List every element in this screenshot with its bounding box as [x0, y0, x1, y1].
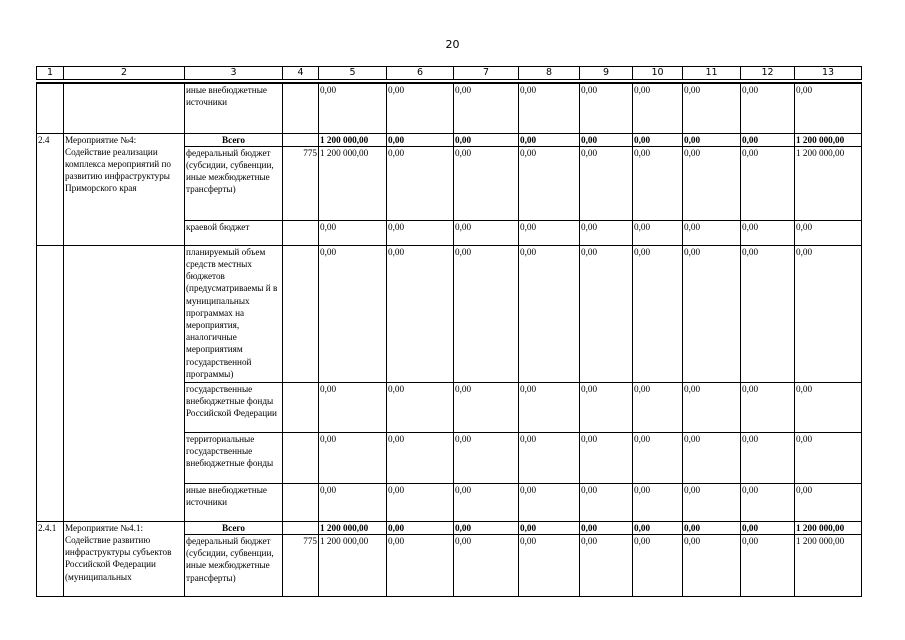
value-cell: 0,00 [580, 483, 633, 521]
column-number: 4 [283, 67, 319, 80]
value-cell: 0,00 [795, 483, 862, 521]
column-number: 3 [185, 67, 283, 80]
funding-table [36, 82, 862, 597]
value-cell: 0,00 [795, 83, 862, 133]
value-cell: 0,00 [633, 521, 683, 534]
source-cell: федеральный бюджет (субсидии, субвенции, иные межбюджетные трансферты) [185, 146, 283, 220]
source-cell: краевой бюджет [185, 220, 283, 245]
page-number: 20 [445, 38, 460, 51]
source-cell: иные внебюджетные источники [185, 83, 283, 133]
value-cell: 0,00 [519, 483, 580, 521]
value-cell: 0,00 [519, 432, 580, 483]
row-number-cell [37, 245, 64, 521]
value-cell: 0,00 [519, 382, 580, 432]
value-cell: 0,00 [454, 432, 519, 483]
code-cell [283, 521, 319, 534]
total-value-cell: 1 200 000,00 [319, 133, 387, 146]
value-cell: 0,00 [580, 521, 633, 534]
value-cell: 0,00 [633, 245, 683, 382]
value-cell: 0,00 [319, 245, 387, 382]
code-cell [283, 245, 319, 382]
total-value-cell: 1 200 000,00 [319, 521, 387, 534]
value-cell: 1 200 000,00 [319, 146, 387, 220]
row-number-cell: 2.4 [37, 133, 64, 245]
value-cell: 0,00 [319, 220, 387, 245]
source-cell: иные внебюджетные источники [185, 483, 283, 521]
value-cell: 0,00 [741, 521, 795, 534]
code-cell [283, 133, 319, 146]
value-cell: 0,00 [387, 146, 454, 220]
value-cell: 0,00 [519, 146, 580, 220]
column-number: 11 [683, 67, 741, 80]
value-cell: 0,00 [519, 220, 580, 245]
column-number: 10 [633, 67, 683, 80]
measure-name-cell [64, 83, 185, 133]
value-cell: 0,00 [683, 382, 741, 432]
source-cell: территориальные государственные внебюджетные фонды [185, 432, 283, 483]
source-cell: федеральный бюджет (субсидии, субвенции, иные межбюджетные трансферты) [185, 534, 283, 596]
value-cell: 0,00 [387, 83, 454, 133]
value-cell: 0,00 [580, 245, 633, 382]
value-cell: 0,00 [387, 245, 454, 382]
code-cell: 775 [283, 534, 319, 596]
measure-name-cell [64, 245, 185, 521]
column-number: 12 [741, 67, 795, 80]
value-cell: 0,00 [633, 220, 683, 245]
value-cell: 0,00 [319, 432, 387, 483]
table-row [37, 83, 862, 133]
value-cell: 0,00 [319, 382, 387, 432]
value-cell: 0,00 [454, 245, 519, 382]
row-number-cell: 2.4.1 [37, 521, 64, 596]
value-cell: 0,00 [633, 146, 683, 220]
value-cell: 0,00 [633, 432, 683, 483]
table-row [37, 133, 862, 146]
code-cell [283, 432, 319, 483]
value-cell: 0,00 [454, 146, 519, 220]
value-cell: 0,00 [683, 534, 741, 596]
value-cell: 0,00 [633, 534, 683, 596]
value-cell: 0,00 [387, 534, 454, 596]
row-number-cell [37, 83, 64, 133]
value-cell: 0,00 [454, 483, 519, 521]
value-cell: 0,00 [387, 432, 454, 483]
value-cell: 0,00 [387, 382, 454, 432]
value-cell: 0,00 [519, 521, 580, 534]
value-cell: 0,00 [683, 133, 741, 146]
value-cell: 0,00 [683, 146, 741, 220]
value-cell: 0,00 [519, 83, 580, 133]
value-cell: 0,00 [519, 133, 580, 146]
value-cell: 0,00 [741, 432, 795, 483]
total-value-cell: 1 200 000,00 [795, 133, 862, 146]
value-cell: 0,00 [741, 534, 795, 596]
value-cell: 1 200 000,00 [319, 534, 387, 596]
column-number: 5 [319, 67, 387, 80]
value-cell: 0,00 [683, 521, 741, 534]
column-number-header [36, 66, 862, 80]
value-cell: 1 200 000,00 [795, 534, 862, 596]
table-row [37, 521, 862, 534]
column-number: 9 [580, 67, 633, 80]
code-cell [283, 382, 319, 432]
column-number: 8 [519, 67, 580, 80]
value-cell: 0,00 [387, 220, 454, 245]
value-cell: 0,00 [633, 483, 683, 521]
value-cell: 0,00 [580, 220, 633, 245]
measure-name-cell: Мероприятие №4.1: Содействие развитию инфраструктуры субъектов Российской Федерации (муниципальных [64, 521, 185, 596]
value-cell: 0,00 [387, 483, 454, 521]
value-cell: 0,00 [633, 382, 683, 432]
value-cell: 0,00 [580, 382, 633, 432]
code-cell [283, 83, 319, 133]
code-cell [283, 483, 319, 521]
source-cell: Всего [185, 133, 283, 146]
column-number: 1 [37, 67, 64, 80]
measure-name-cell: Мероприятие №4: Содействие реализации комплекса мероприятий по развитию инфраструктуры Приморского края [64, 133, 185, 245]
source-cell: Всего [185, 521, 283, 534]
value-cell: 0,00 [683, 245, 741, 382]
code-cell: 775 [283, 146, 319, 220]
value-cell: 0,00 [741, 483, 795, 521]
value-cell: 0,00 [519, 534, 580, 596]
value-cell: 1 200 000,00 [795, 146, 862, 220]
value-cell: 0,00 [580, 83, 633, 133]
value-cell: 0,00 [741, 220, 795, 245]
column-number: 7 [454, 67, 519, 80]
value-cell: 0,00 [454, 220, 519, 245]
value-cell: 0,00 [683, 83, 741, 133]
total-value-cell: 1 200 000,00 [795, 521, 862, 534]
value-cell: 0,00 [795, 220, 862, 245]
value-cell: 0,00 [683, 220, 741, 245]
value-cell: 0,00 [795, 245, 862, 382]
value-cell: 0,00 [580, 432, 633, 483]
value-cell: 0,00 [454, 133, 519, 146]
value-cell: 0,00 [580, 146, 633, 220]
value-cell: 0,00 [454, 534, 519, 596]
value-cell: 0,00 [633, 133, 683, 146]
value-cell: 0,00 [580, 534, 633, 596]
value-cell: 0,00 [683, 432, 741, 483]
code-cell [283, 220, 319, 245]
value-cell: 0,00 [454, 382, 519, 432]
value-cell: 0,00 [454, 83, 519, 133]
value-cell: 0,00 [519, 245, 580, 382]
column-number: 13 [795, 67, 862, 80]
value-cell: 0,00 [387, 521, 454, 534]
value-cell: 0,00 [741, 146, 795, 220]
value-cell: 0,00 [387, 133, 454, 146]
value-cell: 0,00 [454, 521, 519, 534]
column-number: 2 [64, 67, 185, 80]
value-cell: 0,00 [319, 483, 387, 521]
value-cell: 0,00 [741, 133, 795, 146]
column-number: 6 [387, 67, 454, 80]
value-cell: 0,00 [741, 245, 795, 382]
source-cell: планируемый объем средств местных бюджетов (предусматриваемы й в муниципальных программах на мероприятия, аналогичные мероприятиям государственной программы) [185, 245, 283, 382]
source-cell: государственные внебюджетные фонды Российской Федерации [185, 382, 283, 432]
value-cell: 0,00 [741, 382, 795, 432]
value-cell: 0,00 [633, 83, 683, 133]
value-cell: 0,00 [741, 83, 795, 133]
value-cell: 0,00 [683, 483, 741, 521]
value-cell: 0,00 [319, 83, 387, 133]
value-cell: 0,00 [795, 382, 862, 432]
value-cell: 0,00 [580, 133, 633, 146]
table-row [37, 245, 862, 382]
value-cell: 0,00 [795, 432, 862, 483]
